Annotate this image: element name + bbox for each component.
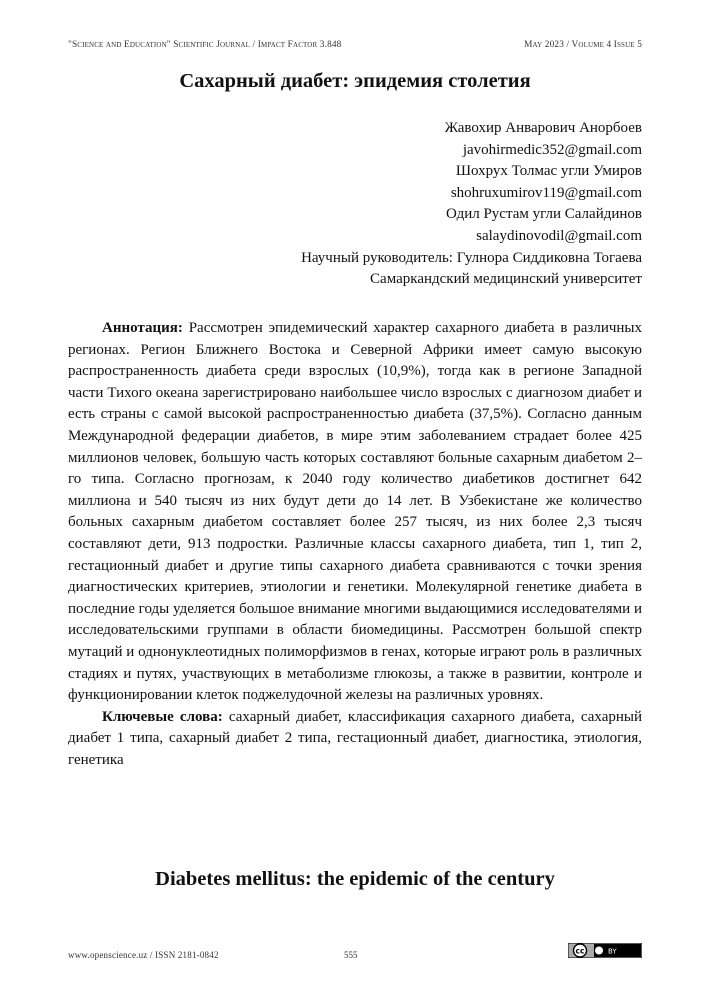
page-number: 555 xyxy=(344,950,358,960)
abstract-text: Рассмотрен эпидемический характер сахарного диабета в различных регионах. Регион Ближнего Востока и Северной Африки имеет самую высокую распространенность диабета среди взрослых (10,9%), тогда как в регионе Западной части Тихого океана зарегистрировано наибольшее число взрослых с диагнозом диабет и есть страны с самой высокой распространенностью диабета (37,5%). Согласно данным Международной федерации диабетов, в мире этим заболеванием страдает более 425 миллионов человек, большую часть которых составляют больные сахарным диабетом 2–го типа. Согласно прогнозам, к 2040 году количество диабетиков достигнет 642 миллиона и 540 тысяч из них будут дети до 14 лет. В Узбекистане же количество больных сахарным диабетом составляет более 257 тысяч, из них более 2,3 тысяч составляют дети, 913 подростки. Различные классы сахарного диабета, тип 1, тип 2, гестационный диабет и другие типы сахарного диабета сравниваются с точки зрения диагностических критериев, этиологии и генетики. Молекулярной генетике диабета в последние годы уделяется большое внимание многими выдающимися исследователями и исследовательскими группами в области биомедицины. Рассмотрен большой спектр мутаций и однонуклеотидных полиморфизмов в генах, которые играют роль в различных стадиях и путях, участвующих в метаболизме глюкозы, а также в развитии, контроле и функционировании клеток поджелудочной железы на различных уровнях. xyxy=(68,320,642,704)
supervisor: Научный руководитель: Гулнора Сиддиковна Тогаева xyxy=(301,249,642,266)
author-email: salaydinovodil@gmail.com xyxy=(476,227,642,244)
issue-header: May 2023 / Volume 4 Issue 5 xyxy=(524,40,642,50)
author-name: Жавохир Анварович Анорбоев xyxy=(444,120,642,136)
author-email: shohruxumirov119@gmail.com xyxy=(450,184,642,201)
cc-label: cc xyxy=(575,946,585,956)
author-name: Шохрух Толмас угли Умиров xyxy=(455,163,642,180)
affiliation: Самаркандский медицинский университет xyxy=(370,271,642,288)
author-block xyxy=(301,118,642,291)
abstract-section xyxy=(68,318,642,771)
abstract-label: Аннотация: xyxy=(102,320,183,336)
keywords-label: Ключевые слова: xyxy=(102,708,223,725)
journal-header: "Science and Education" Scientific Journal / Impact Factor 3.848 xyxy=(68,40,342,50)
author-email: javohirmedic352@gmail.com xyxy=(462,141,642,158)
by-label: BY xyxy=(608,947,617,956)
article-title: Сахарный диабет: эпидемия столетия xyxy=(179,70,531,92)
abstract-paragraph xyxy=(68,318,642,707)
footer-site: www.openscience.uz / ISSN 2181-0842 xyxy=(68,950,219,960)
cc-by-license-icon xyxy=(568,943,642,958)
keywords-text: сахарный диабет, классификация сахарного диабета, сахарный диабет 1 типа, сахарный диабет 2 типа, гестационный диабет, диагностика, этиология, генетика xyxy=(68,708,643,768)
author-name: Одил Рустам угли Салайдинов xyxy=(445,206,642,223)
english-title: Diabetes mellitus: the epidemic of the century xyxy=(155,868,555,890)
keywords-paragraph xyxy=(68,707,642,772)
